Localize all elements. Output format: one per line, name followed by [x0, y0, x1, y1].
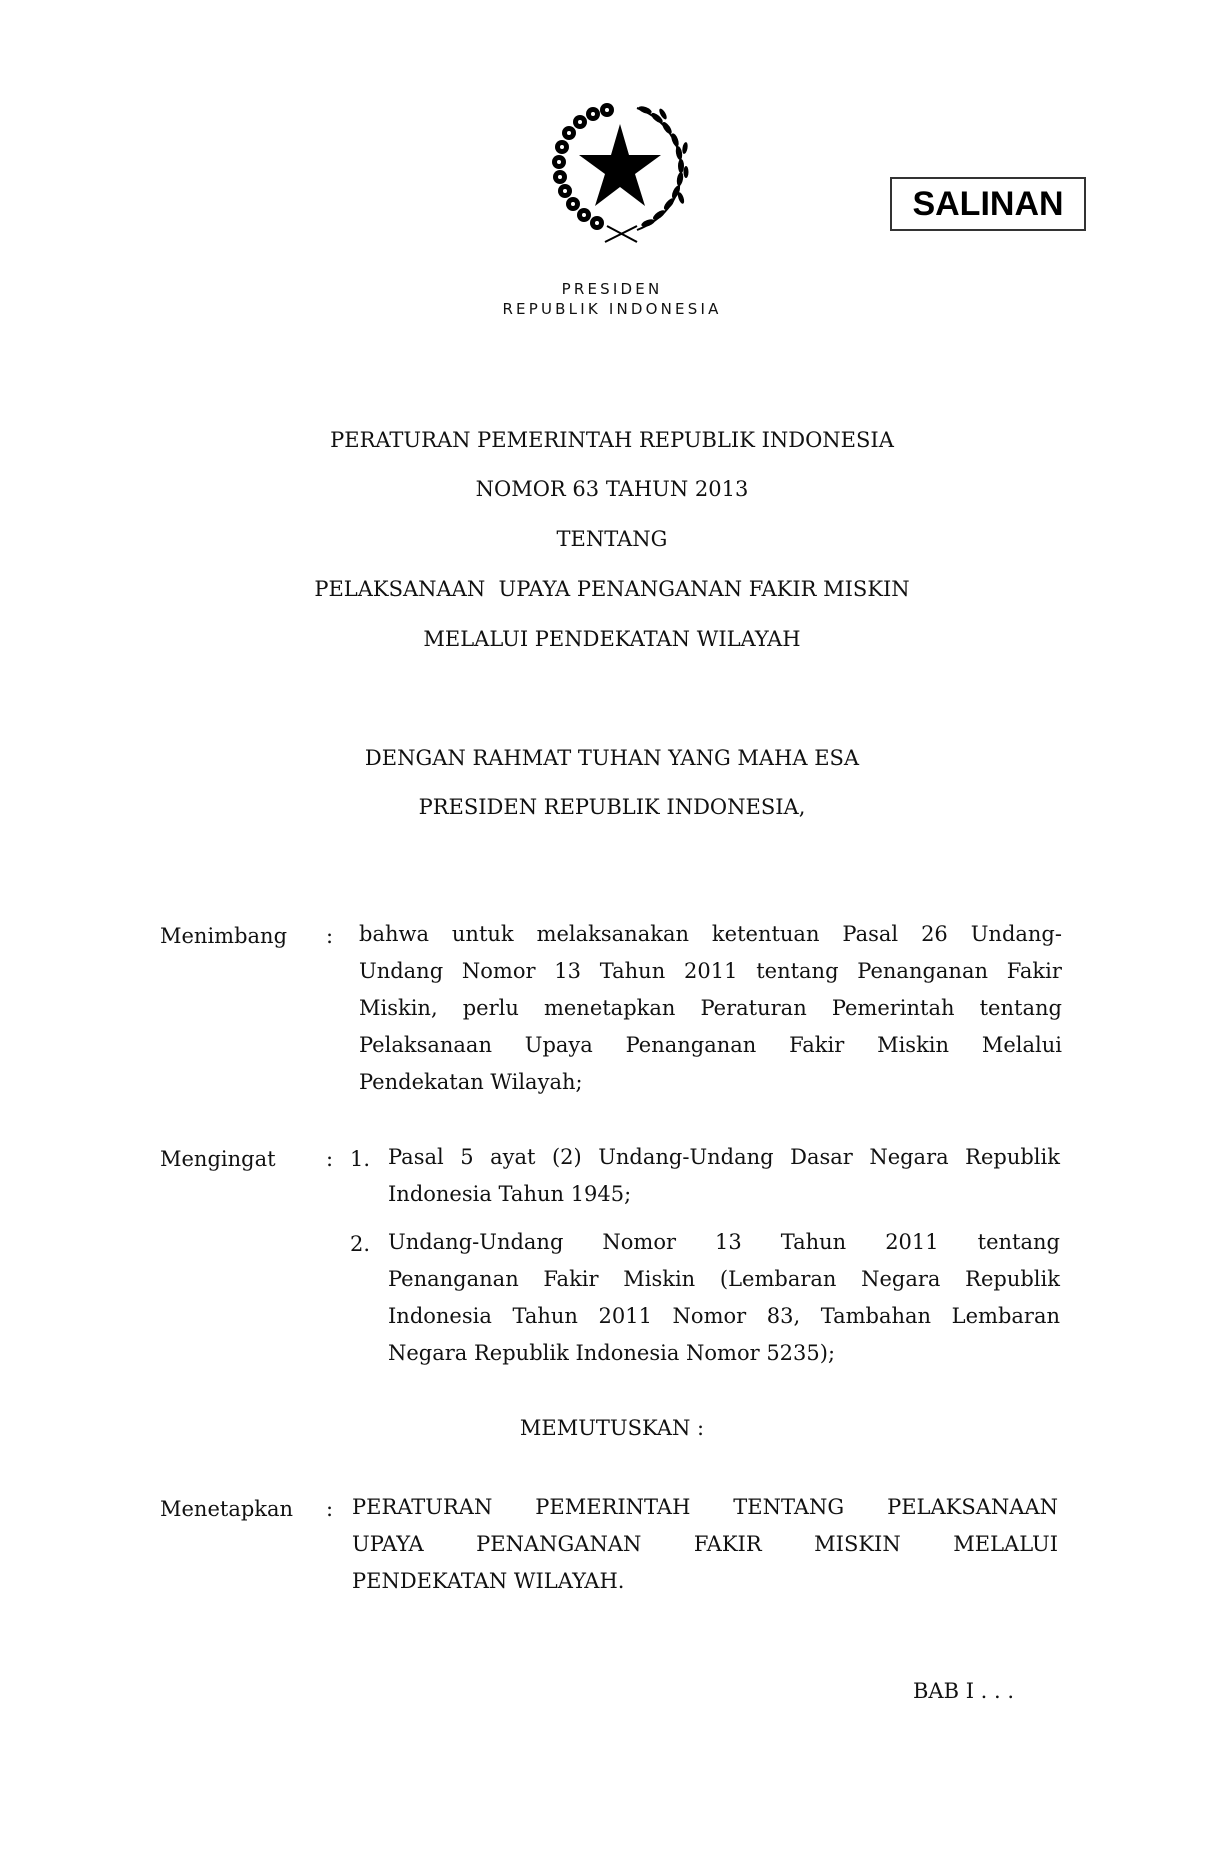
- word: Miskin: [623, 1267, 696, 1291]
- word: 5: [460, 1145, 474, 1169]
- word: MELALUI: [953, 1532, 1058, 1556]
- word: MISKIN: [814, 1532, 901, 1556]
- mengingat-item-1-text: [388, 1139, 1060, 1213]
- word: 83,: [766, 1304, 801, 1328]
- word: Lembaran: [951, 1304, 1060, 1328]
- word: Penanganan: [388, 1267, 519, 1291]
- text-line: [359, 1064, 1062, 1101]
- word: PENDEKATAN WILAYAH.: [352, 1569, 625, 1593]
- text-line: [388, 1335, 1060, 1372]
- word: ayat: [490, 1145, 536, 1169]
- menimbang-text: [359, 916, 1062, 1101]
- title-line-5: MELALUI PENDEKATAN WILAYAH: [423, 627, 801, 651]
- text-line: [359, 1027, 1062, 1064]
- mengingat-item-2-number: 2.: [350, 1232, 371, 1256]
- text-line: [352, 1526, 1058, 1563]
- text-line: [359, 990, 1062, 1027]
- word: Dasar: [790, 1145, 853, 1169]
- word: PEMERINTAH: [535, 1495, 691, 1519]
- word: Negara Republik Indonesia Nomor 5235);: [388, 1341, 836, 1365]
- text-line: [352, 1563, 1058, 1600]
- word: FAKIR: [693, 1532, 762, 1556]
- menimbang-body: [359, 916, 1062, 1101]
- text-line: [388, 1224, 1060, 1261]
- mengingat-item-1: [388, 1139, 1060, 1213]
- word: Melalui: [981, 1033, 1062, 1057]
- word: Fakir: [1006, 959, 1062, 983]
- word: Negara: [869, 1145, 949, 1169]
- mengingat-item-1-number: 1.: [350, 1147, 371, 1171]
- word: untuk: [451, 922, 514, 946]
- word: Republik: [965, 1267, 1060, 1291]
- word: perlu: [462, 996, 519, 1020]
- word: Upaya: [524, 1033, 593, 1057]
- menetapkan-label: Menetapkan: [160, 1497, 294, 1521]
- word: Pasal: [842, 922, 899, 946]
- title-line-1: PERATURAN PEMERINTAH REPUBLIK INDONESIA: [330, 428, 894, 452]
- word: Undang-: [970, 922, 1062, 946]
- word: ketentuan: [711, 922, 820, 946]
- word: bahwa: [359, 922, 429, 946]
- word: PERATURAN: [352, 1495, 493, 1519]
- mengingat-item-2-text: [388, 1224, 1060, 1372]
- seal-label-republic: REPUBLIK INDONESIA: [502, 300, 722, 318]
- text-line: [352, 1489, 1058, 1526]
- menetapkan-colon: :: [326, 1497, 334, 1521]
- menetapkan-body: [352, 1489, 1058, 1600]
- text-line: [388, 1261, 1060, 1298]
- mengingat-item-2: [388, 1224, 1060, 1372]
- text-line: [388, 1176, 1060, 1213]
- word: 13: [554, 959, 582, 983]
- preamble-line-2: PRESIDEN REPUBLIK INDONESIA,: [418, 795, 806, 819]
- word: Negara: [861, 1267, 941, 1291]
- menimbang-colon: :: [326, 924, 334, 948]
- memutuskan-heading: MEMUTUSKAN :: [519, 1416, 705, 1440]
- word: Pemerintah: [831, 996, 955, 1020]
- text-line: [359, 953, 1062, 990]
- word: Miskin,: [359, 996, 438, 1020]
- word: Republik: [965, 1145, 1060, 1169]
- page-continuation: BAB I . . .: [913, 1679, 1015, 1703]
- word: Peraturan: [700, 996, 807, 1020]
- word: Tahun: [512, 1304, 578, 1328]
- title-line-2: NOMOR 63 TAHUN 2013: [475, 477, 749, 501]
- word: UPAYA: [352, 1532, 424, 1556]
- word: Nomor: [461, 959, 536, 983]
- mengingat-label: Mengingat: [160, 1147, 276, 1171]
- word: tentang: [979, 996, 1062, 1020]
- seal-label-president: PRESIDEN: [561, 280, 663, 298]
- text-line: [388, 1139, 1060, 1176]
- word: menetapkan: [543, 996, 676, 1020]
- word: 2011: [598, 1304, 652, 1328]
- word: tentang: [977, 1230, 1060, 1254]
- word: Penanganan: [625, 1033, 757, 1057]
- word: 2011: [684, 959, 738, 983]
- text-line: [388, 1298, 1060, 1335]
- word: Pendekatan Wilayah;: [359, 1070, 583, 1094]
- presidential-emblem-icon: [545, 100, 695, 246]
- salinan-stamp: SALINAN: [890, 177, 1086, 231]
- word: Indonesia Tahun 1945;: [388, 1182, 632, 1206]
- word: 13: [715, 1230, 742, 1254]
- word: Penanganan: [857, 959, 988, 983]
- text-line: [359, 916, 1062, 953]
- word: 26: [921, 922, 948, 946]
- word: Nomor: [672, 1304, 747, 1328]
- word: Fakir: [789, 1033, 845, 1057]
- word: Nomor: [602, 1230, 677, 1254]
- word: (2): [551, 1145, 582, 1169]
- word: melaksanakan: [536, 922, 689, 946]
- word: Tahun: [780, 1230, 847, 1254]
- word: TENTANG: [733, 1495, 845, 1519]
- word: Miskin: [877, 1033, 950, 1057]
- word: Pasal: [388, 1145, 444, 1169]
- word: Tambahan: [820, 1304, 932, 1328]
- word: Undang-Undang: [388, 1230, 564, 1254]
- word: PELAKSANAAN: [887, 1495, 1058, 1519]
- mengingat-colon: :: [326, 1147, 334, 1171]
- word: PENANGANAN: [476, 1532, 642, 1556]
- word: Pelaksanaan: [359, 1033, 492, 1057]
- word: Indonesia: [388, 1304, 492, 1328]
- word: Undang: [359, 959, 444, 983]
- word: Tahun: [599, 959, 666, 983]
- menetapkan-text: [352, 1489, 1058, 1600]
- word: tentang: [756, 959, 839, 983]
- title-line-3: TENTANG: [556, 527, 668, 551]
- preamble-line-1: DENGAN RAHMAT TUHAN YANG MAHA ESA: [364, 746, 860, 770]
- menimbang-label: Menimbang: [160, 924, 288, 948]
- word: Fakir: [543, 1267, 599, 1291]
- word: Undang-Undang: [598, 1145, 774, 1169]
- word: 2011: [885, 1230, 939, 1254]
- title-line-4: PELAKSANAAN UPAYA PENANGANAN FAKIR MISKIN: [314, 577, 910, 601]
- word: (Lembaran: [719, 1267, 837, 1291]
